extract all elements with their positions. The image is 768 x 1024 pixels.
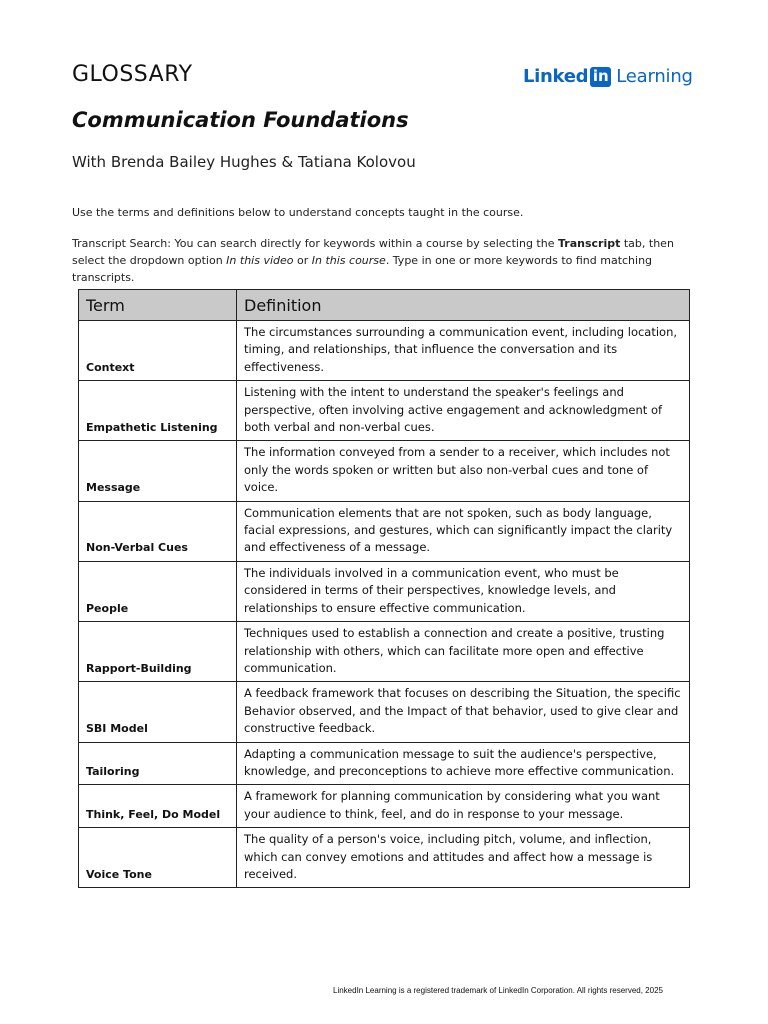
logo-word-learning: Learning bbox=[616, 66, 693, 87]
search-text-part3: or bbox=[293, 254, 312, 267]
table-row bbox=[79, 622, 690, 682]
course-instructors: With Brenda Bailey Hughes & Tatiana Kolovou bbox=[72, 153, 416, 171]
logo-in-box: in bbox=[590, 67, 611, 87]
table-row bbox=[79, 742, 690, 785]
header-definition: Definition bbox=[237, 290, 690, 321]
table-row bbox=[79, 321, 690, 381]
table-row bbox=[79, 381, 690, 441]
table-row bbox=[79, 785, 690, 828]
definition-cell: The circumstances surrounding a communication event, including location, timing, and relationships, that influence the conversation and its effectiveness. bbox=[237, 321, 690, 381]
search-text-part2: tab, then select the dropdown option bbox=[72, 237, 674, 267]
logo-word-linked: Linked bbox=[523, 66, 589, 87]
definition-cell: Techniques used to establish a connection and create a positive, trusting relationship with others, which can facilitate more open and effective communication. bbox=[237, 622, 690, 682]
transcript-search-instructions bbox=[72, 235, 702, 286]
term-cell: People bbox=[79, 561, 237, 621]
term-cell: Tailoring bbox=[79, 742, 237, 785]
table-row bbox=[79, 561, 690, 621]
table-header-row bbox=[79, 290, 690, 321]
definition-cell: Listening with the intent to understand the speaker's feelings and perspective, often involving active engagement and acknowledgment of both verbal and non-verbal cues. bbox=[237, 381, 690, 441]
search-text-in-this-video: In this video bbox=[226, 254, 294, 267]
table-row bbox=[79, 501, 690, 561]
search-text-part4: . Type in one or more keywords to find matching transcripts. bbox=[72, 254, 653, 284]
definition-cell: The individuals involved in a communication event, who must be considered in terms of their perspectives, knowledge levels, and relationships to ensure effective communication. bbox=[237, 561, 690, 621]
table-row bbox=[79, 682, 690, 742]
table-row bbox=[79, 828, 690, 888]
term-cell: Message bbox=[79, 441, 237, 501]
term-cell: Non-Verbal Cues bbox=[79, 501, 237, 561]
definition-cell: Communication elements that are not spoken, such as body language, facial expressions, and gestures, which can significantly impact the clarity and effectiveness of a message. bbox=[237, 501, 690, 561]
header-term: Term bbox=[79, 290, 237, 321]
table-row bbox=[79, 441, 690, 501]
definition-cell: The quality of a person's voice, including pitch, volume, and inflection, which can convey emotions and attitudes and affect how a message is received. bbox=[237, 828, 690, 888]
linkedin-learning-logo bbox=[523, 66, 693, 87]
glossary-table bbox=[78, 289, 690, 888]
term-cell: Empathetic Listening bbox=[79, 381, 237, 441]
term-cell: Voice Tone bbox=[79, 828, 237, 888]
definition-cell: A framework for planning communication by considering what you want your audience to think, feel, and do in response to your message. bbox=[237, 785, 690, 828]
course-title: Communication Foundations bbox=[72, 108, 409, 132]
intro-text: Use the terms and definitions below to understand concepts taught in the course. bbox=[72, 206, 524, 219]
definition-cell: A feedback framework that focuses on describing the Situation, the specific Behavior observed, and the Impact of that behavior, used to give clear and constructive feedback. bbox=[237, 682, 690, 742]
term-cell: SBI Model bbox=[79, 682, 237, 742]
page-title: GLOSSARY bbox=[72, 62, 193, 87]
definition-cell: The information conveyed from a sender to a receiver, which includes not only the words spoken or written but also non-verbal cues and tone of voice. bbox=[237, 441, 690, 501]
definition-cell: Adapting a communication message to suit the audience's perspective, knowledge, and preconceptions to achieve more effective communication. bbox=[237, 742, 690, 785]
search-text-transcript-bold: Transcript bbox=[557, 237, 621, 250]
term-cell: Think, Feel, Do Model bbox=[79, 785, 237, 828]
term-cell: Rapport-Building bbox=[79, 622, 237, 682]
term-cell: Context bbox=[79, 321, 237, 381]
footer-trademark: LinkedIn Learning is a registered trademark of LinkedIn Corporation. All rights reserved, 2025 bbox=[333, 986, 663, 995]
search-text-part1: Transcript Search: You can search directly for keywords within a course by selecting the bbox=[72, 237, 558, 250]
search-text-in-this-course: In this course bbox=[311, 254, 386, 267]
